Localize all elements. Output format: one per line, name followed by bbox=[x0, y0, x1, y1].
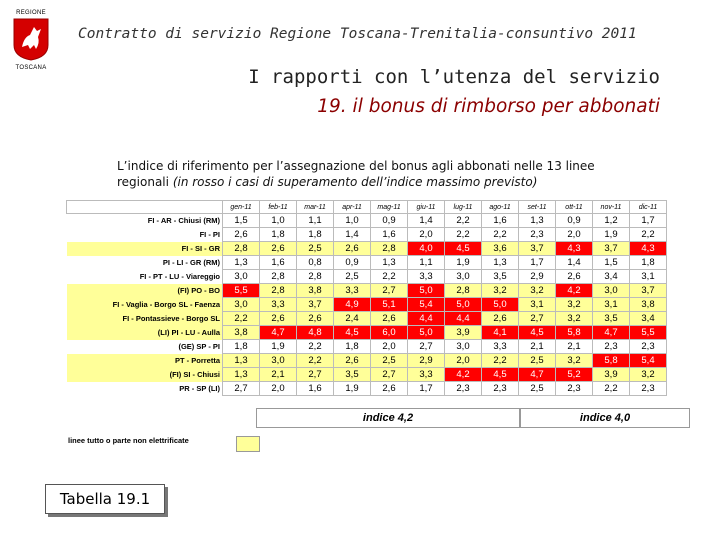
value-cell: 1,8 bbox=[334, 340, 371, 354]
month-header: mar-11 bbox=[297, 201, 334, 214]
month-header: feb-11 bbox=[260, 201, 297, 214]
section-subtitle: 19. il bonus di rimborso per abbonati bbox=[317, 96, 660, 117]
value-cell: 3,0 bbox=[260, 354, 297, 368]
value-cell: 2,6 bbox=[334, 354, 371, 368]
month-header: giu-11 bbox=[408, 201, 445, 214]
value-cell: 1,2 bbox=[593, 214, 630, 228]
legend-label: linee tutto o parte non elettrificate bbox=[68, 436, 189, 445]
value-cell: 2,2 bbox=[445, 214, 482, 228]
month-header: nov-11 bbox=[593, 201, 630, 214]
value-cell: 1,1 bbox=[408, 256, 445, 270]
region-logo bbox=[10, 10, 52, 70]
value-cell: 1,1 bbox=[297, 214, 334, 228]
value-cell: 4,5 bbox=[334, 326, 371, 340]
value-cell: 2,3 bbox=[630, 340, 667, 354]
section-title: I rapporti con l’utenza del servizio bbox=[248, 66, 660, 88]
value-cell: 3,0 bbox=[223, 298, 260, 312]
value-cell: 2,3 bbox=[519, 228, 556, 242]
value-cell: 5,8 bbox=[556, 326, 593, 340]
line-label: (LI) PI - LU - Aulla bbox=[67, 326, 223, 340]
value-cell: 3,4 bbox=[593, 270, 630, 284]
index-box-2: indice 4,0 bbox=[520, 408, 690, 428]
line-label: FI - Pontassieve - Borgo SL bbox=[67, 312, 223, 326]
value-cell: 3,2 bbox=[556, 312, 593, 326]
value-cell: 1,3 bbox=[223, 368, 260, 382]
value-cell: 4,2 bbox=[556, 284, 593, 298]
month-header: apr-11 bbox=[334, 201, 371, 214]
value-cell: 2,2 bbox=[630, 228, 667, 242]
value-cell: 1,8 bbox=[260, 228, 297, 242]
table-row bbox=[67, 326, 667, 340]
value-cell: 1,3 bbox=[223, 256, 260, 270]
month-header: gen-11 bbox=[223, 201, 260, 214]
value-cell: 3,2 bbox=[556, 354, 593, 368]
value-cell: 4,7 bbox=[260, 326, 297, 340]
value-cell: 4,4 bbox=[408, 312, 445, 326]
table-row bbox=[67, 312, 667, 326]
value-cell: 5,0 bbox=[408, 284, 445, 298]
logo-text-line2: TOSCANA bbox=[15, 65, 47, 71]
line-label: FI - AR - Chiusi (RM) bbox=[147, 216, 220, 226]
value-cell: 0,9 bbox=[371, 214, 408, 228]
value-cell: 1,6 bbox=[260, 256, 297, 270]
value-cell: 3,1 bbox=[593, 298, 630, 312]
line-label: PT - Porretta bbox=[67, 354, 223, 368]
table-row bbox=[67, 340, 667, 354]
value-cell: 2,0 bbox=[371, 340, 408, 354]
value-cell: 1,9 bbox=[334, 382, 371, 396]
value-cell: 2,6 bbox=[334, 242, 371, 256]
pegasus-shield-icon bbox=[10, 17, 52, 61]
value-cell: 1,6 bbox=[371, 228, 408, 242]
value-cell: 2,5 bbox=[334, 270, 371, 284]
value-cell: 5,4 bbox=[408, 298, 445, 312]
table-row bbox=[67, 256, 667, 270]
value-cell: 1,4 bbox=[408, 214, 445, 228]
value-cell: 2,3 bbox=[556, 382, 593, 396]
value-cell: 1,3 bbox=[482, 256, 519, 270]
table-row bbox=[67, 382, 667, 396]
value-cell: 3,2 bbox=[556, 298, 593, 312]
value-cell: 1,7 bbox=[630, 214, 667, 228]
table-row bbox=[67, 242, 667, 256]
value-cell: 3,1 bbox=[519, 298, 556, 312]
value-cell: 2,8 bbox=[260, 270, 297, 284]
month-header: lug-11 bbox=[445, 201, 482, 214]
value-cell: 4,4 bbox=[445, 312, 482, 326]
value-cell: 5,5 bbox=[223, 284, 260, 298]
value-cell: 4,8 bbox=[297, 326, 334, 340]
value-cell: 2,5 bbox=[519, 354, 556, 368]
value-cell: 1,9 bbox=[593, 228, 630, 242]
value-cell: 3,9 bbox=[445, 326, 482, 340]
table-row bbox=[67, 368, 667, 382]
value-cell: 4,5 bbox=[519, 326, 556, 340]
value-cell: 2,8 bbox=[223, 242, 260, 256]
value-cell: 3,2 bbox=[482, 284, 519, 298]
value-cell: 2,2 bbox=[223, 312, 260, 326]
value-cell: 2,1 bbox=[556, 340, 593, 354]
value-cell: 3,3 bbox=[260, 298, 297, 312]
value-cell: 1,7 bbox=[408, 382, 445, 396]
value-cell: 2,3 bbox=[593, 340, 630, 354]
value-cell: 4,3 bbox=[556, 242, 593, 256]
value-cell: 2,9 bbox=[408, 354, 445, 368]
value-cell: 2,2 bbox=[593, 382, 630, 396]
value-cell: 3,7 bbox=[630, 284, 667, 298]
value-cell: 1,3 bbox=[371, 256, 408, 270]
value-cell: 2,2 bbox=[445, 228, 482, 242]
value-cell: 3,5 bbox=[482, 270, 519, 284]
table-caption: Tabella 19.1 bbox=[45, 484, 165, 514]
value-cell: 2,7 bbox=[223, 382, 260, 396]
logo-text-line1: REGIONE bbox=[16, 10, 46, 16]
value-cell: 3,7 bbox=[519, 242, 556, 256]
value-cell: 2,7 bbox=[371, 368, 408, 382]
index-box-1: indice 4,2 bbox=[256, 408, 520, 428]
value-cell: 3,0 bbox=[445, 340, 482, 354]
value-cell: 2,4 bbox=[334, 312, 371, 326]
value-cell: 4,5 bbox=[482, 368, 519, 382]
table-row bbox=[67, 284, 667, 298]
value-cell: 2,0 bbox=[556, 228, 593, 242]
value-cell: 2,8 bbox=[297, 270, 334, 284]
value-cell: 0,9 bbox=[334, 256, 371, 270]
table-row bbox=[67, 228, 667, 242]
value-cell: 3,3 bbox=[482, 340, 519, 354]
value-cell: 1,3 bbox=[223, 354, 260, 368]
value-cell: 2,5 bbox=[297, 242, 334, 256]
value-cell: 2,2 bbox=[297, 354, 334, 368]
header-corner bbox=[67, 201, 223, 214]
value-cell: 1,4 bbox=[556, 256, 593, 270]
value-cell: 2,2 bbox=[371, 270, 408, 284]
value-cell: 4,2 bbox=[445, 368, 482, 382]
month-header: ott-11 bbox=[556, 201, 593, 214]
value-cell: 3,8 bbox=[630, 298, 667, 312]
value-cell: 3,6 bbox=[482, 242, 519, 256]
intro-text: L’indice di riferimento per l’assegnazione del bonus agli abbonati nelle 13 linee regionali bbox=[117, 159, 595, 189]
value-cell: 2,6 bbox=[371, 312, 408, 326]
value-cell: 1,0 bbox=[334, 214, 371, 228]
month-header: set-11 bbox=[519, 201, 556, 214]
value-cell: 2,6 bbox=[556, 270, 593, 284]
value-cell: 5,5 bbox=[630, 326, 667, 340]
value-cell: 3,8 bbox=[297, 284, 334, 298]
value-cell: 0,9 bbox=[556, 214, 593, 228]
value-cell: 3,1 bbox=[630, 270, 667, 284]
line-label: FI - Vaglia - Borgo SL - Faenza bbox=[67, 298, 223, 312]
value-cell: 4,1 bbox=[482, 326, 519, 340]
value-cell: 1,8 bbox=[223, 340, 260, 354]
value-cell: 4,5 bbox=[445, 242, 482, 256]
value-cell: 2,0 bbox=[408, 228, 445, 242]
value-cell: 4,7 bbox=[593, 326, 630, 340]
value-cell: 1,6 bbox=[297, 382, 334, 396]
value-cell: 5,0 bbox=[445, 298, 482, 312]
month-header-row bbox=[67, 201, 667, 214]
value-cell: 2,1 bbox=[260, 368, 297, 382]
value-cell: 1,9 bbox=[260, 340, 297, 354]
table-row bbox=[67, 354, 667, 368]
value-cell: 2,7 bbox=[519, 312, 556, 326]
line-label: (FI) SI - Chiusi bbox=[67, 368, 223, 382]
table-row bbox=[67, 270, 667, 284]
value-cell: 3,5 bbox=[593, 312, 630, 326]
value-cell: 2,6 bbox=[260, 242, 297, 256]
header-title: Contratto di servizio Regione Toscana-Trenitalia-consuntivo 2011 bbox=[78, 26, 637, 42]
value-cell: 4,0 bbox=[408, 242, 445, 256]
value-cell: 2,6 bbox=[482, 312, 519, 326]
value-cell: 1,8 bbox=[630, 256, 667, 270]
value-cell: 1,7 bbox=[519, 256, 556, 270]
value-cell: 4,9 bbox=[334, 298, 371, 312]
value-cell: 2,6 bbox=[297, 312, 334, 326]
value-cell: 1,4 bbox=[334, 228, 371, 242]
value-cell: 2,6 bbox=[371, 382, 408, 396]
value-cell: 1,3 bbox=[519, 214, 556, 228]
value-cell: 3,8 bbox=[223, 326, 260, 340]
value-cell: 2,9 bbox=[519, 270, 556, 284]
line-label: PI - LI - GR (RM) bbox=[162, 258, 220, 267]
value-cell: 3,0 bbox=[445, 270, 482, 284]
legend-swatch bbox=[236, 436, 260, 452]
value-cell: 1,8 bbox=[297, 228, 334, 242]
value-cell: 6,0 bbox=[371, 326, 408, 340]
value-cell: 5,0 bbox=[408, 326, 445, 340]
value-cell: 3,4 bbox=[630, 312, 667, 326]
value-cell: 2,6 bbox=[260, 312, 297, 326]
value-cell: 2,1 bbox=[519, 340, 556, 354]
value-cell: 2,5 bbox=[519, 382, 556, 396]
value-cell: 3,2 bbox=[630, 368, 667, 382]
table-row bbox=[67, 214, 667, 228]
value-cell: 2,6 bbox=[223, 228, 260, 242]
table-row bbox=[67, 298, 667, 312]
bonus-index-table bbox=[66, 200, 667, 396]
value-cell: 2,7 bbox=[408, 340, 445, 354]
value-cell: 1,5 bbox=[593, 256, 630, 270]
value-cell: 2,2 bbox=[482, 354, 519, 368]
value-cell: 2,8 bbox=[445, 284, 482, 298]
value-cell: 5,4 bbox=[630, 354, 667, 368]
value-cell: 2,7 bbox=[297, 368, 334, 382]
value-cell: 2,3 bbox=[482, 382, 519, 396]
value-cell: 2,2 bbox=[297, 340, 334, 354]
value-cell: 2,0 bbox=[260, 382, 297, 396]
month-header: dic-11 bbox=[630, 201, 667, 214]
value-cell: 3,0 bbox=[223, 270, 260, 284]
value-cell: 2,3 bbox=[630, 382, 667, 396]
line-label: PR - SP (LI) bbox=[179, 384, 220, 393]
value-cell: 1,6 bbox=[482, 214, 519, 228]
value-cell: 2,3 bbox=[445, 382, 482, 396]
month-header: ago-11 bbox=[482, 201, 519, 214]
value-cell: 1,9 bbox=[445, 256, 482, 270]
value-cell: 3,3 bbox=[408, 270, 445, 284]
value-cell: 3,3 bbox=[408, 368, 445, 382]
value-cell: 2,7 bbox=[371, 284, 408, 298]
value-cell: 3,3 bbox=[334, 284, 371, 298]
line-label: FI - SI - GR bbox=[67, 242, 223, 256]
value-cell: 4,3 bbox=[630, 242, 667, 256]
intro-paragraph bbox=[117, 158, 637, 190]
value-cell: 5,0 bbox=[482, 298, 519, 312]
value-cell: 3,7 bbox=[593, 242, 630, 256]
intro-note: (in rosso i casi di superamento dell’indice massimo previsto) bbox=[172, 175, 538, 189]
bonus-index-table-panel bbox=[66, 200, 690, 452]
value-cell: 2,5 bbox=[371, 354, 408, 368]
value-cell: 2,8 bbox=[260, 284, 297, 298]
value-cell: 3,5 bbox=[334, 368, 371, 382]
value-cell: 1,5 bbox=[223, 214, 260, 228]
line-label: FI - PT - LU - Viareggio bbox=[139, 272, 220, 281]
value-cell: 3,0 bbox=[593, 284, 630, 298]
value-cell: 3,7 bbox=[297, 298, 334, 312]
line-label: FI - PI bbox=[199, 230, 220, 239]
value-cell: 5,1 bbox=[371, 298, 408, 312]
value-cell: 5,8 bbox=[593, 354, 630, 368]
value-cell: 0,8 bbox=[297, 256, 334, 270]
value-cell: 5,2 bbox=[556, 368, 593, 382]
value-cell: 2,8 bbox=[371, 242, 408, 256]
value-cell: 3,2 bbox=[519, 284, 556, 298]
value-cell: 2,2 bbox=[482, 228, 519, 242]
value-cell: 3,9 bbox=[593, 368, 630, 382]
line-label: (GE) SP - PI bbox=[178, 342, 220, 351]
value-cell: 2,0 bbox=[445, 354, 482, 368]
line-label: (FI) PO - BO bbox=[67, 284, 223, 298]
value-cell: 1,0 bbox=[260, 214, 297, 228]
value-cell: 4,7 bbox=[519, 368, 556, 382]
month-header: mag-11 bbox=[371, 201, 408, 214]
